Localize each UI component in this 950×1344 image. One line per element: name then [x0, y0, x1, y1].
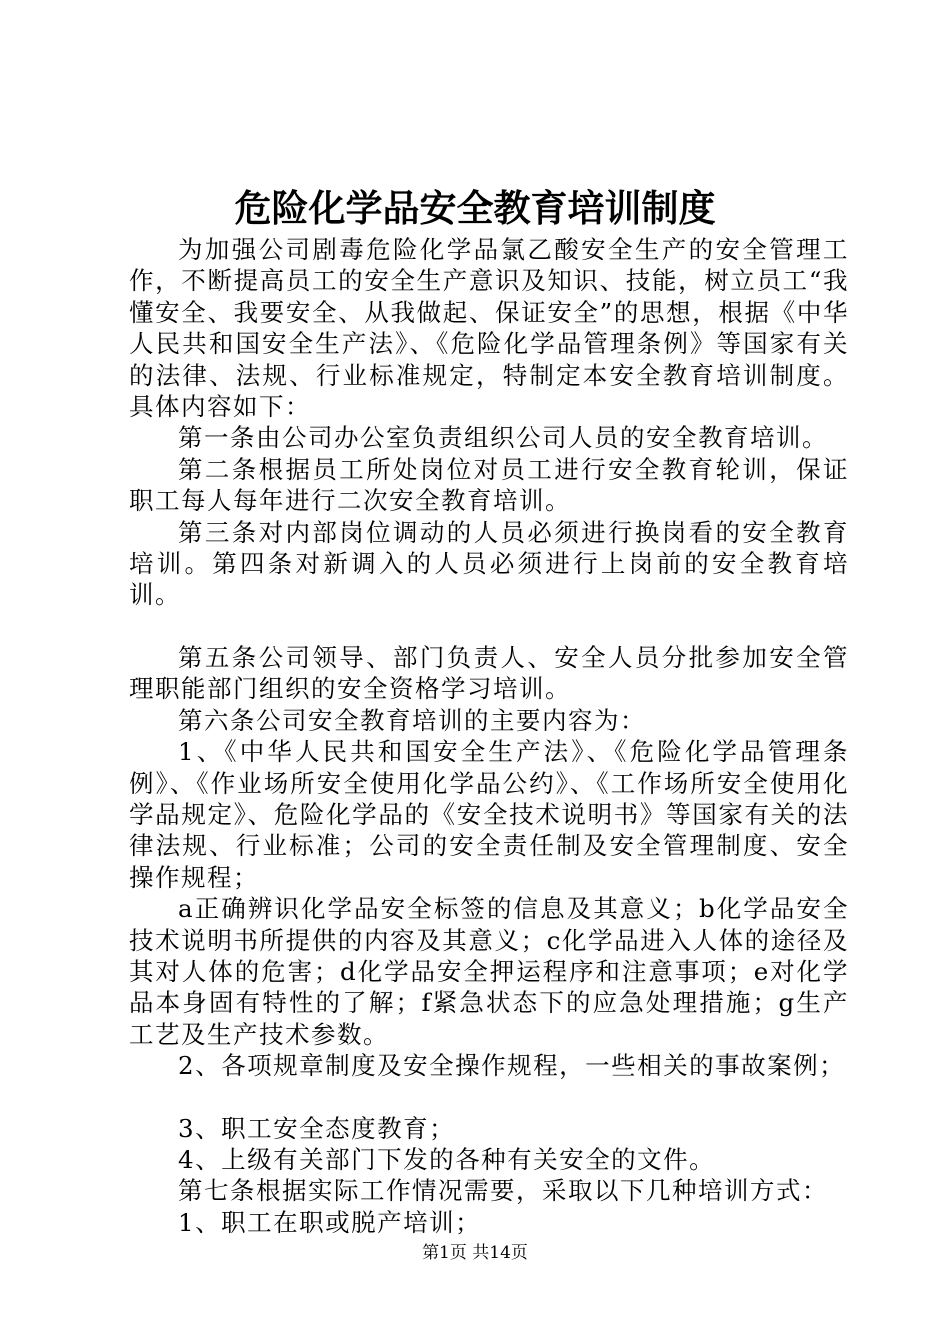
paragraph-article-1: 第一条由公司办公室负责组织公司人员的安全教育培训。: [178, 423, 828, 453]
paragraph-item-3: 3、职工安全态度教育；: [178, 1113, 456, 1143]
page-footer: 第1页 共14页: [422, 1243, 528, 1263]
paragraph-intro: 为加强公司剧毒危险化学品氯乙酸安全生产的安全管理工作，不断提高员工的安全生产意识及知识、技能，树立员工“我懂安全、我要安全、从我做起、保证安全”的思想，根据《中华人民共和国安全生产法》、《危险化学品管理条例》等国家有关的法律、法规、行业标准规定，特制定本安全教育培训制度。具体内容如下：: [129, 235, 849, 422]
document-body: [129, 234, 849, 1238]
paragraph-article-7: 第七条根据实际工作情况需要，采取以下几种培训方式：: [178, 1176, 828, 1206]
paragraph-method-1: 1、职工在职或脱产培训；: [178, 1207, 482, 1237]
paragraph-item-1: 1、《中华人民共和国安全生产法》、《危险化学品管理条例》、《作业场所安全使用化学品公约》、《工作场所安全使用化学品规定》、危险化学品的《安全技术说明书》等国家有关的法律法规、行业标准；公司的安全责任制及安全管理制度、安全操作规程；: [129, 737, 849, 892]
paragraph-item-4: 4、上级有关部门下发的各种有关安全的文件。: [178, 1144, 716, 1174]
paragraph-article-3-4: 第三条对内部岗位调动的人员必须进行换岗看的安全教育培训。第四条对新调入的人员必须进行上岗前的安全教育培训。: [129, 517, 849, 610]
paragraph-article-6: 第六条公司安全教育培训的主要内容为：: [178, 705, 646, 735]
document-title: 危险化学品安全教育培训制度: [234, 186, 716, 230]
paragraph-item-2: 2、各项规章制度及安全操作规程，一些相关的事故案例；: [178, 1051, 846, 1081]
paragraph-article-5: 第五条公司领导、部门负责人、安全人员分批参加安全管理职能部门组织的安全资格学习培训。: [129, 642, 849, 704]
paragraph-item-1-details: a正确辨识化学品安全标签的信息及其意义；b化学品安全技术说明书所提供的内容及其意义；c化学品进入人体的途径及其对人体的危害；d化学品安全押运程序和注意事项；e对化学品本身固有特性的了解；f紧急状态下的应急处理措施；g生产工艺及生产技术参数。: [129, 894, 849, 1049]
paragraph-article-2: 第二条根据员工所处岗位对员工进行安全教育轮训，保证职工每人每年进行二次安全教育培训。: [129, 454, 849, 516]
